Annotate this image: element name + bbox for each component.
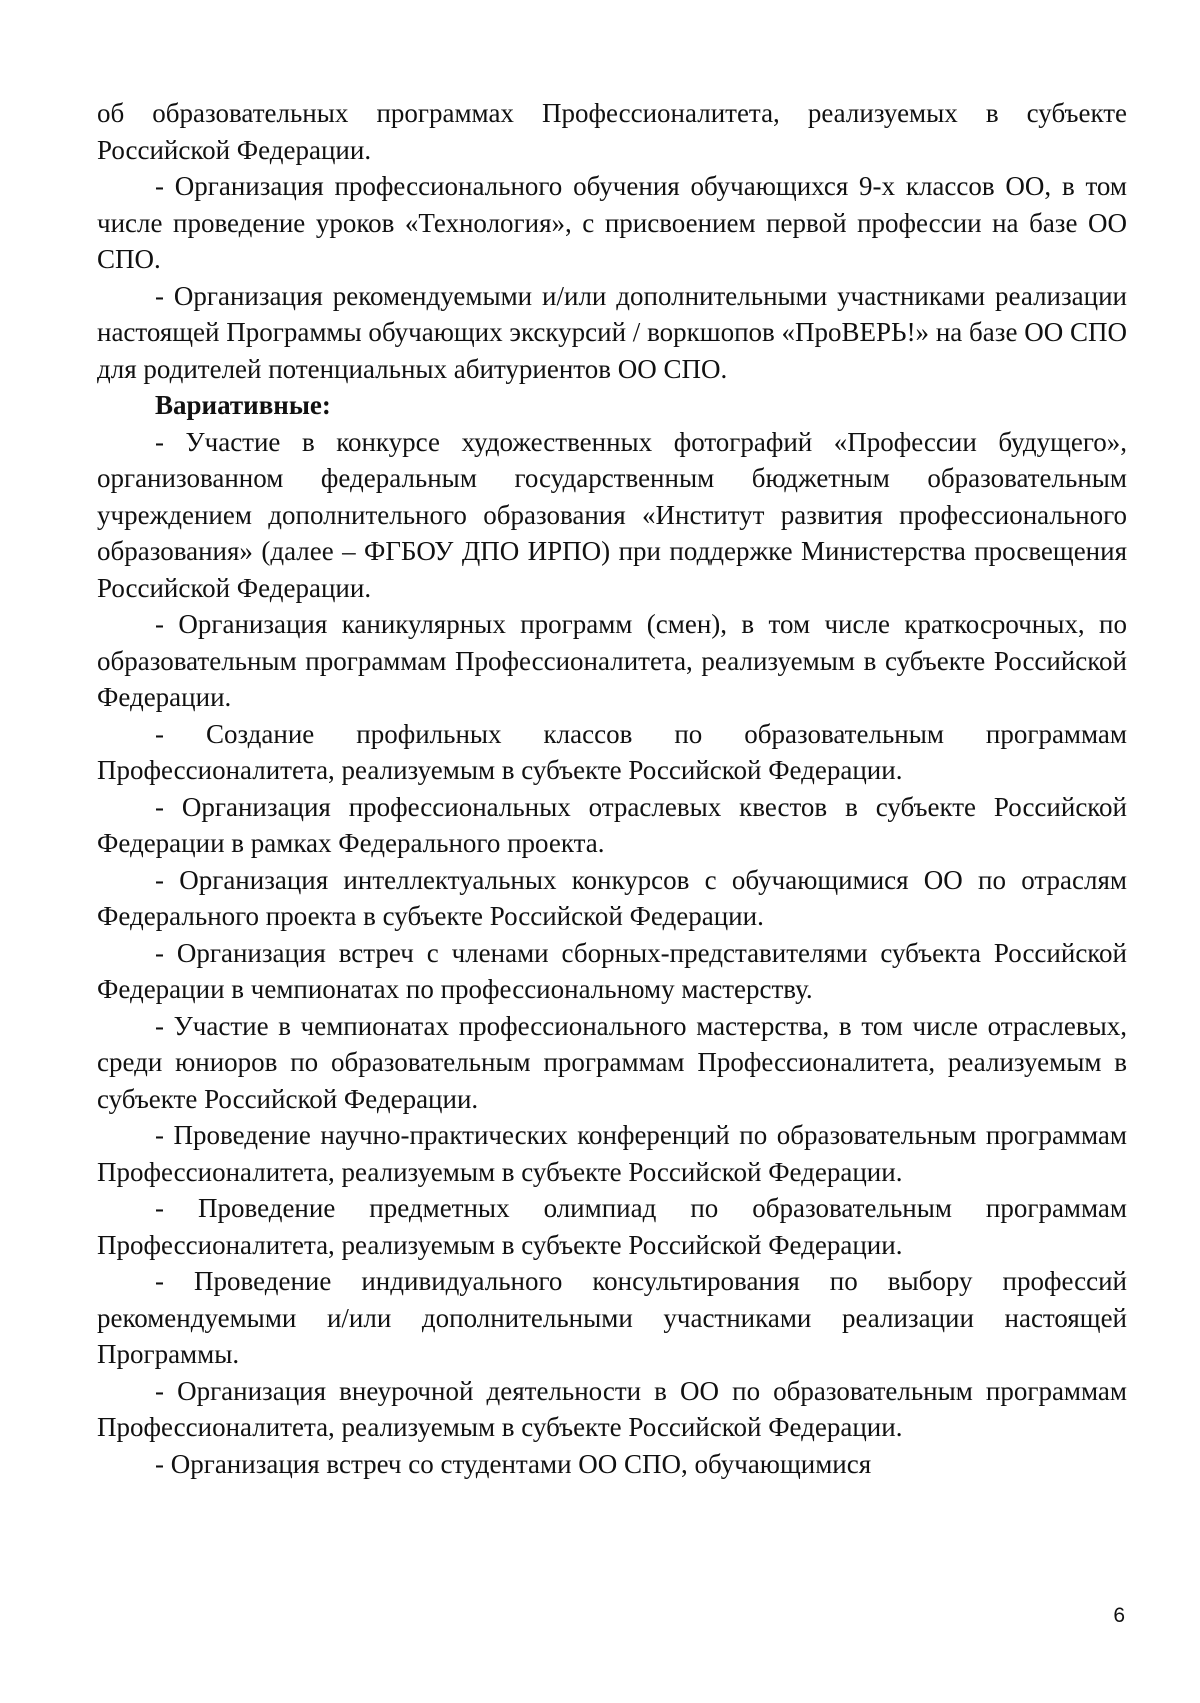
list-item: - Проведение научно-практических конференций по образовательным программам Профессионалитета, реализуемым в субъекте Российской Федерации. — [97, 1120, 1127, 1187]
list-item: - Проведение предметных олимпиад по образовательным программам Профессионалитета, реализуемым в субъекте Российской Федерации. — [97, 1193, 1127, 1260]
list-item: - Организация рекомендуемыми и/или дополнительными участниками реализации настоящей Программы обучающих экскурсий / воркшопов «ПроВЕРЬ!» на базе ОО СПО для родителей потенциальных абитуриентов ОО СПО. — [97, 280, 1127, 384]
list-item: - Организация встреч со студентами ОО СПО, обучающимися — [155, 1448, 872, 1479]
list-item: - Участие в конкурсе художественных фотографий «Профессии будущего», организованном федеральным государственным бюджетным образовательным учреждением дополнительного образования «Институт развития профессионального образования» (далее – ФГБОУ ДПО ИРПО) при поддержке Министерства просвещения Российской Федерации. — [97, 426, 1127, 603]
list-item: - Создание профильных классов по образовательным программам Профессионалитета, реализуемым в субъекте Российской Федерации. — [97, 718, 1127, 785]
list-item: - Организация профессиональных отраслевых квестов в субъекте Российской Федерации в рамках Федерального проекта. — [97, 791, 1127, 858]
section-heading: Вариативные: — [155, 390, 331, 420]
list-item: - Участие в чемпионатах профессионального мастерства, в том числе отраслевых, среди юниоров по образовательным программам Профессионалитета, реализуемым в субъекте Российской Федерации. — [97, 1010, 1127, 1114]
list-item: - Организация интеллектуальных конкурсов с обучающимися ОО по отраслям Федерального проекта в субъекте Российской Федерации. — [97, 864, 1127, 931]
list-item: - Организация внеурочной деятельности в ОО по образовательным программам Профессионалитета, реализуемым в субъекте Российской Федерации. — [97, 1375, 1127, 1442]
list-item: - Организация встреч с членами сборных-представителями субъекта Российской Федерации в чемпионатах по профессиональному мастерству. — [97, 937, 1127, 1004]
list-item: - Проведение индивидуального консультирования по выбору профессий рекомендуемыми и/или дополнительными участниками реализации настоящей Программы. — [97, 1266, 1127, 1369]
list-item: - Организация каникулярных программ (смен), в том числе краткосрочных, по образовательным программам Профессионалитета, реализуемым в субъекте Российской Федерации. — [97, 609, 1127, 712]
paragraph: об образовательных программах Профессионалитета, реализуемых в субъекте Российской Федерации. — [97, 98, 1127, 165]
document-body — [97, 95, 1127, 1482]
page-number: 6 — [1113, 1604, 1125, 1627]
list-item: - Организация профессионального обучения обучающихся 9-х классов ОО, в том числе проведение уроков «Технология», с присвоением первой профессии на базе ОО СПО. — [97, 171, 1127, 274]
